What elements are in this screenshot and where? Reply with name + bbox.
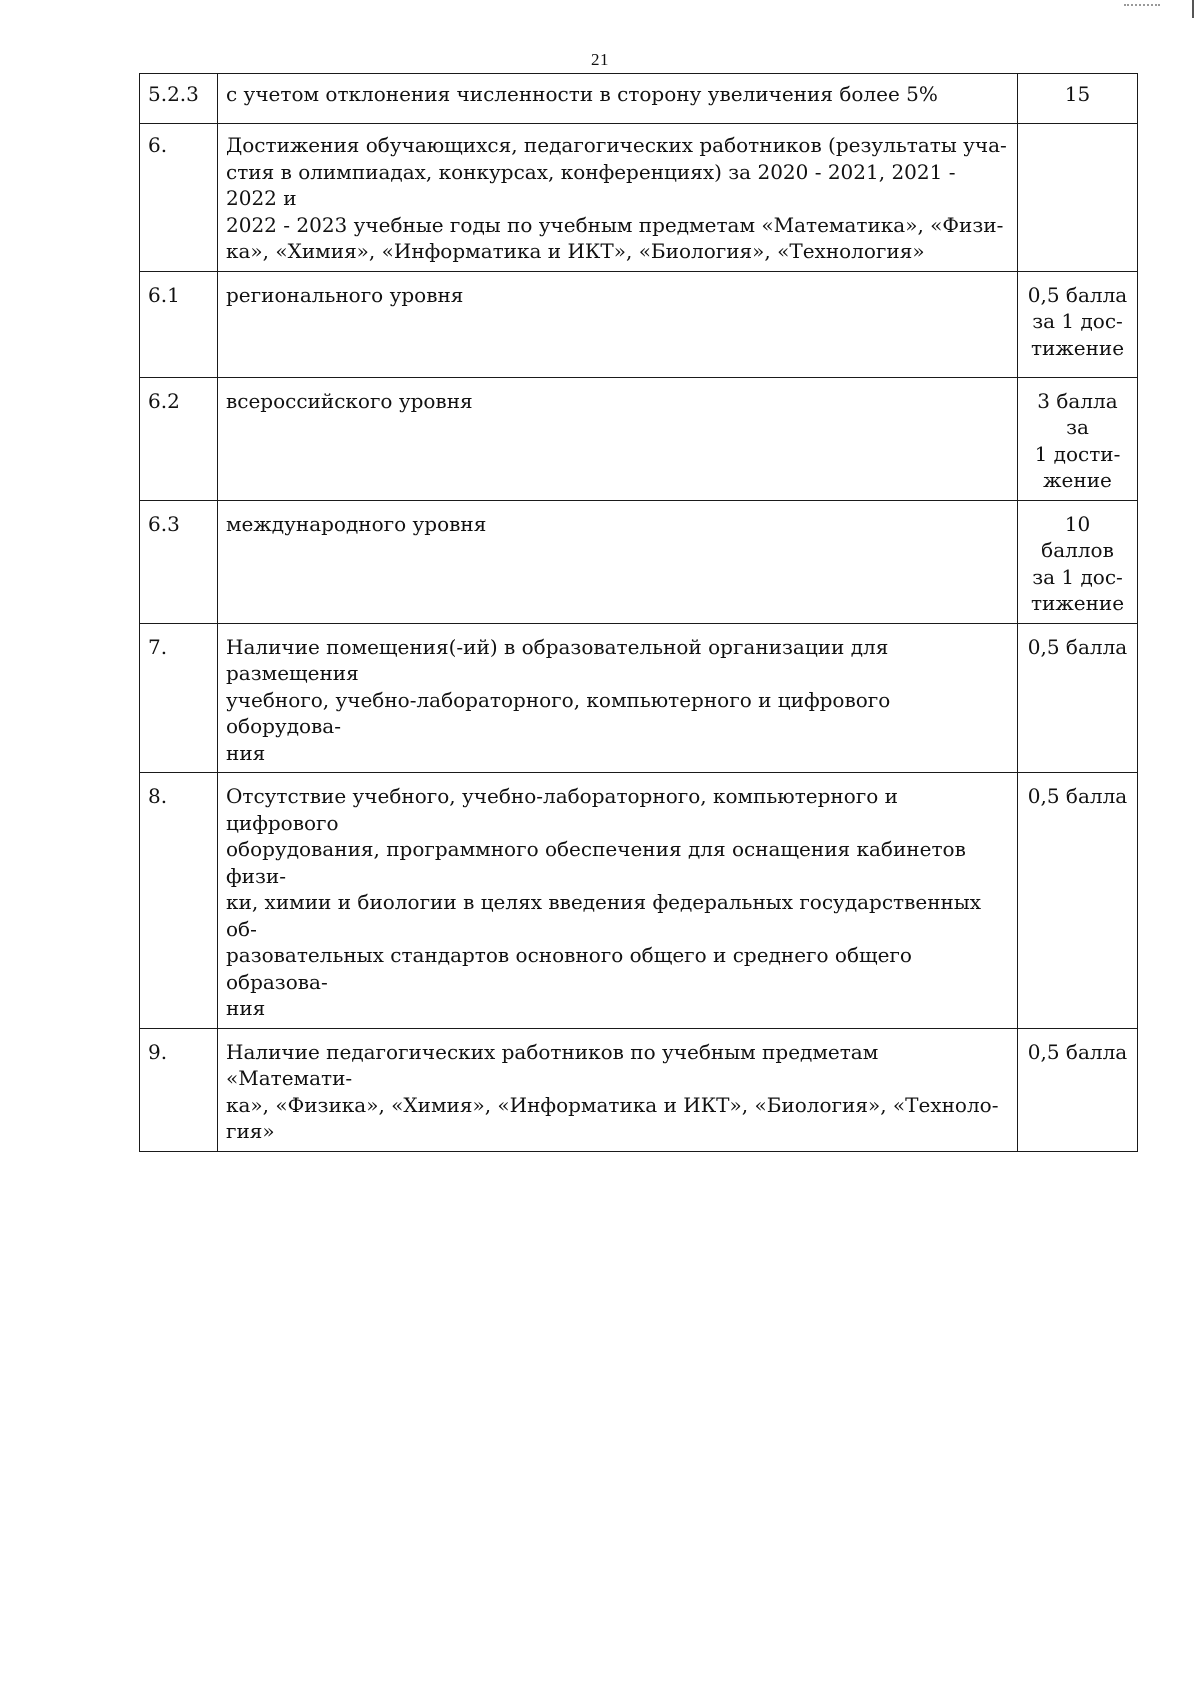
criterion-text: Отсутствие учебного, учебно-лабораторного, компьютерного и цифрового оборудования, программного обеспечения для оснащения кабинетов физи- ки, химии и биологии в целях введения федеральных государственных об- разовательных стандартов основного общего и среднего общего образова- ния: [218, 773, 1018, 1029]
criterion-text: Достижения обучающихся, педагогических работников (результаты уча- стия в олимпиадах, конкурсах, конференциях) за 2020 - 2021, 2021 - 2022 и 2022 - 2023 учебные годы по учебным предметам «Математика», «Физи- ка», «Химия», «Информатика и ИКТ», «Биология», «Технология»: [218, 124, 1018, 272]
criterion-text: Наличие помещения(-ий) в образовательной организации для размещения учебного, учебно-лабораторного, компьютерного и цифрового оборудова- ния: [218, 623, 1018, 773]
item-number: 6.1: [140, 271, 218, 377]
criterion-text: Наличие педагогических работников по учебным предметам «Математи- ка», «Физика», «Химия», «Информатика и ИКТ», «Биология», «Техноло- гия»: [218, 1028, 1018, 1151]
item-number: 9.: [140, 1028, 218, 1151]
score-value: [1018, 124, 1138, 272]
scan-corner-mark: [1124, 0, 1160, 6]
table-row: [140, 377, 1138, 500]
table-row: [140, 500, 1138, 623]
score-value: 0,5 балла: [1018, 773, 1138, 1029]
criterion-text: с учетом отклонения численности в сторону увеличения более 5%: [218, 74, 1018, 124]
criterion-text: регионального уровня: [218, 271, 1018, 377]
item-number: 6.2: [140, 377, 218, 500]
item-number: 6.3: [140, 500, 218, 623]
item-number: 6.: [140, 124, 218, 272]
scan-edge-mark: [1192, 0, 1194, 18]
table-row: [140, 773, 1138, 1029]
table-row: [140, 271, 1138, 377]
score-value: 15: [1018, 74, 1138, 124]
table-row: [140, 74, 1138, 124]
criteria-table: [139, 73, 1138, 1152]
item-number: 8.: [140, 773, 218, 1029]
score-value: 0,5 балла: [1018, 623, 1138, 773]
page-number: 21: [591, 50, 609, 69]
item-number: 7.: [140, 623, 218, 773]
criterion-text: всероссийского уровня: [218, 377, 1018, 500]
table-row: [140, 623, 1138, 773]
item-number: 5.2.3: [140, 74, 218, 124]
score-value: 0,5 балла за 1 дос- тижение: [1018, 271, 1138, 377]
table-row: [140, 124, 1138, 272]
criterion-text: международного уровня: [218, 500, 1018, 623]
table-row: [140, 1028, 1138, 1151]
score-value: 0,5 балла: [1018, 1028, 1138, 1151]
score-value: 10 баллов за 1 дос- тижение: [1018, 500, 1138, 623]
score-value: 3 балла за 1 дости- жение: [1018, 377, 1138, 500]
